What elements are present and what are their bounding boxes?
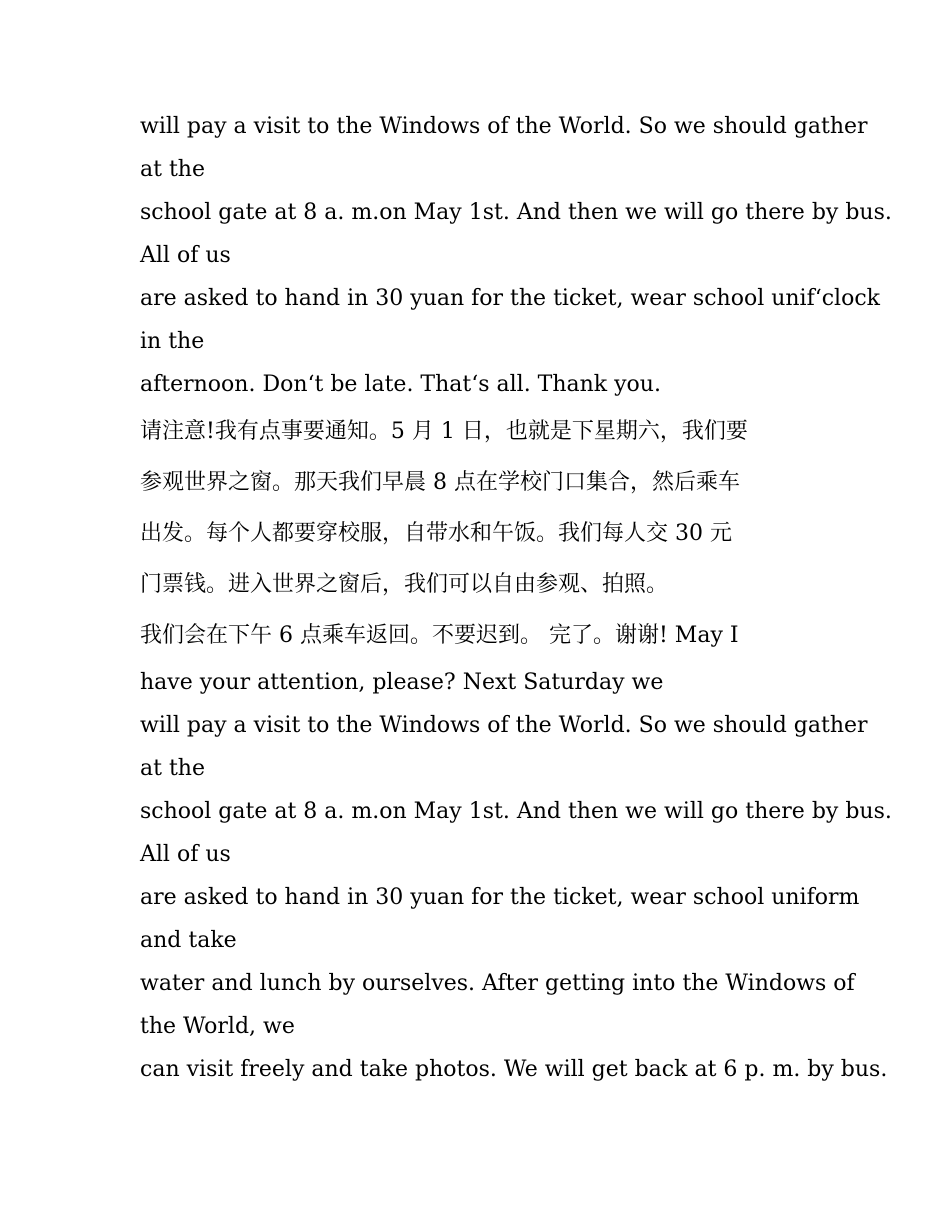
text-line: afternoon. Don‘t be late. That‘s all. Thank you. [140,372,661,397]
text-line: will pay a visit to the Windows of the World. So we should gather [140,114,868,139]
text-line: at the [140,756,205,781]
chinese-text-line: 出发。每个人都要穿校服，自带水和午饭。我们每人交 30 元 [140,521,732,546]
text-line: at the [140,157,205,182]
text-line: All of us [140,842,231,867]
mixed-text-line: 我们会在下午 6 点乘车返回。不要迟到。 完了。谢谢! May I [140,623,739,648]
text-line: water and lunch by ourselves. After getting into the Windows of [140,971,855,996]
text-line: school gate at 8 a. m.on May 1st. And then we will go there by bus. [140,200,892,225]
text-line: school gate at 8 a. m.on May 1st. And then we will go there by bus. [140,799,892,824]
text-line: are asked to hand in 30 yuan for the ticket, wear school unif‘clock [140,286,880,311]
text-line: can visit freely and take photos. We will get back at 6 p. m. by bus. [140,1057,888,1082]
document-page [140,105,892,1091]
chinese-text-line: 参观世界之窗。那天我们早晨 8 点在学校门口集合，然后乘车 [140,470,740,495]
text-line: and take [140,928,237,953]
text-line: All of us [140,243,231,268]
text-line: will pay a visit to the Windows of the World. So we should gather [140,713,868,738]
text-line: have your attention, please? Next Saturday we [140,670,664,695]
text-line: the World, we [140,1014,295,1039]
text-line: in the [140,329,205,354]
text-line: are asked to hand in 30 yuan for the ticket, wear school uniform [140,885,860,910]
chinese-text-line: 门票钱。进入世界之窗后，我们可以自由参观、拍照。 [140,572,669,597]
chinese-text-line: 请注意!我有点事要通知。5 月 1 日，也就是下星期六，我们要 [140,419,748,444]
